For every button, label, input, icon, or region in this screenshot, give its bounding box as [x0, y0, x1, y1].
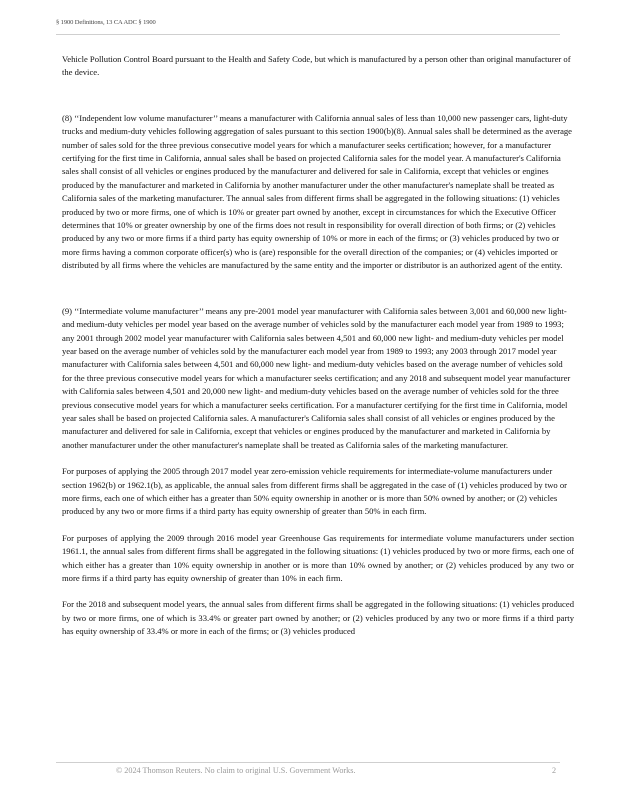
paragraph-zev-aggregation: For purposes of applying the 2005 through 2017 model year zero-emission vehicle requirements for intermediate-volume manufacturers under section 1962(b) or 1962.1(b), as applicable, the annual sales from different firms shall be aggregated in the case of (1) vehicles produced by two or more firms, each one of which either has a greater than 50% equity ownership in another or is more than 50% owned by another; or (2) vehicles produced by any two or more firms if a third party has equity ownership of greater than 50% in each firm. [62, 466, 568, 517]
paragraph-independent-low-volume: (8) ‘‘Independent low volume manufacturer’’ means a manufacturer with California annual sales of less than 10,000 new passenger cars, light-duty trucks and medium-duty vehicles following aggregation of sales pursuant to this section 1900(b)(8). Annual sales shall be determined as the average number of sales sold for the three previous consecutive model years for which a manufacturer seeks certification; however, for a manufacturer certifying for the first time in California, annual sales shall be based on projected California sales for the model year. A manufacturer's California sales shall consist of all vehicles or engines produced by the manufacturer and delivered for sale in California, except that vehicles or engines produced by the manufacturer and marketed in California by another manufacturer under the other manufacturer's nameplate shall be treated as California sales of the marketing manufacturer. The annual sales from different firms shall be aggregated in the following situations: (1) vehicles produced by two or more firms, one of which is 10% or greater part owned by another, except in circumstances for which the Executive Officer determines that 10% or greater ownership by one of the firms does not result in responsibility for overall direction of both firms; or (2) vehicles produced by any two or more firms if a third party has equity ownership of 10% or more in each of the firms; or (3) vehicles produced by two or more firms having a common corporate officer(s) who is (are) responsible for the overall direction of the companies; or (4) vehicles imported or distributed by all firms where the vehicles are manufactured by the same entity and the importer or distributor is an authorized agent of the entity. [62, 112, 572, 271]
copyright-notice: © 2024 Thomson Reuters. No claim to original U.S. Government Works. [116, 766, 356, 775]
running-head: § 1900 Definitions, 13 CA ADC § 1900 [56, 19, 156, 26]
paragraph-continuation: Vehicle Pollution Control Board pursuant to the Health and Safety Code, but which is manufactured by a person other than original manufacturer of the device. [62, 54, 571, 78]
header-divider [56, 34, 560, 35]
document-body [62, 53, 574, 639]
paragraph-ghg-aggregation: For purposes of applying the 2009 through 2016 model year Greenhouse Gas requirements for intermediate volume manufacturers under section 1961.1, the annual sales from different firms shall be aggregated in the following situations: (1) vehicles produced by two or more firms, each one of which either has a greater than 10% equity ownership in another or is more than 10% owned by another; or (2) vehicles produced by any two or more firms if a third party has equity ownership of greater than 10% in each firm. [62, 532, 574, 583]
page-number: 2 [552, 766, 557, 775]
paragraph-2018-aggregation: For the 2018 and subsequent model years, the annual sales from different firms shall be aggregated in the following situations: (1) vehicles produced by two or more firms, one of which is 33.4% or greater part owned by another; or (2) vehicles produced by any two or more firms if a third party has equity ownership of 33.4% or more in each of the firms; or (3) vehicles produced [62, 599, 574, 637]
footer-divider [56, 762, 560, 763]
paragraph-intermediate-volume: (9) ‘‘Intermediate volume manufacturer’’ means any pre-2001 model year manufacturer with California sales between 3,001 and 60,000 new light- and medium-duty vehicles per model year based on the average number of vehicles sold by the manufacturer each model year from 1989 to 1993; any 2001 through 2002 model year manufacturer with California sales between 4,501 and 60,000 new light- and medium-duty vehicles per model year based on the average number of vehicles sold by the manufacturer each model year from 1989 to 1993; any 2003 through 2017 model year manufacturer with California sales between 4,501 and 60,000 new light- and medium-duty vehicles based on the average number of vehicles sold for the three previous consecutive model years for which a manufacturer seeks certification; and any 2018 and subsequent model year manufacturer with California sales between 4,501 and 20,000 new light- and medium-duty vehicles based on the average number of vehicles sold for the three previous consecutive model years for which a manufacturer seeks certification. For a manufacturer certifying for the first time in California, model year sales shall be based on projected California sales. A manufacturer's California sales shall consist of all vehicles or engines produced by the manufacturer and delivered for sale in California, except that vehicles or engines produced by the manufacturer and marketed in California by another manufacturer under the other manufacturer's nameplate shall be treated as California sales of the marketing manufacturer. [62, 305, 571, 450]
